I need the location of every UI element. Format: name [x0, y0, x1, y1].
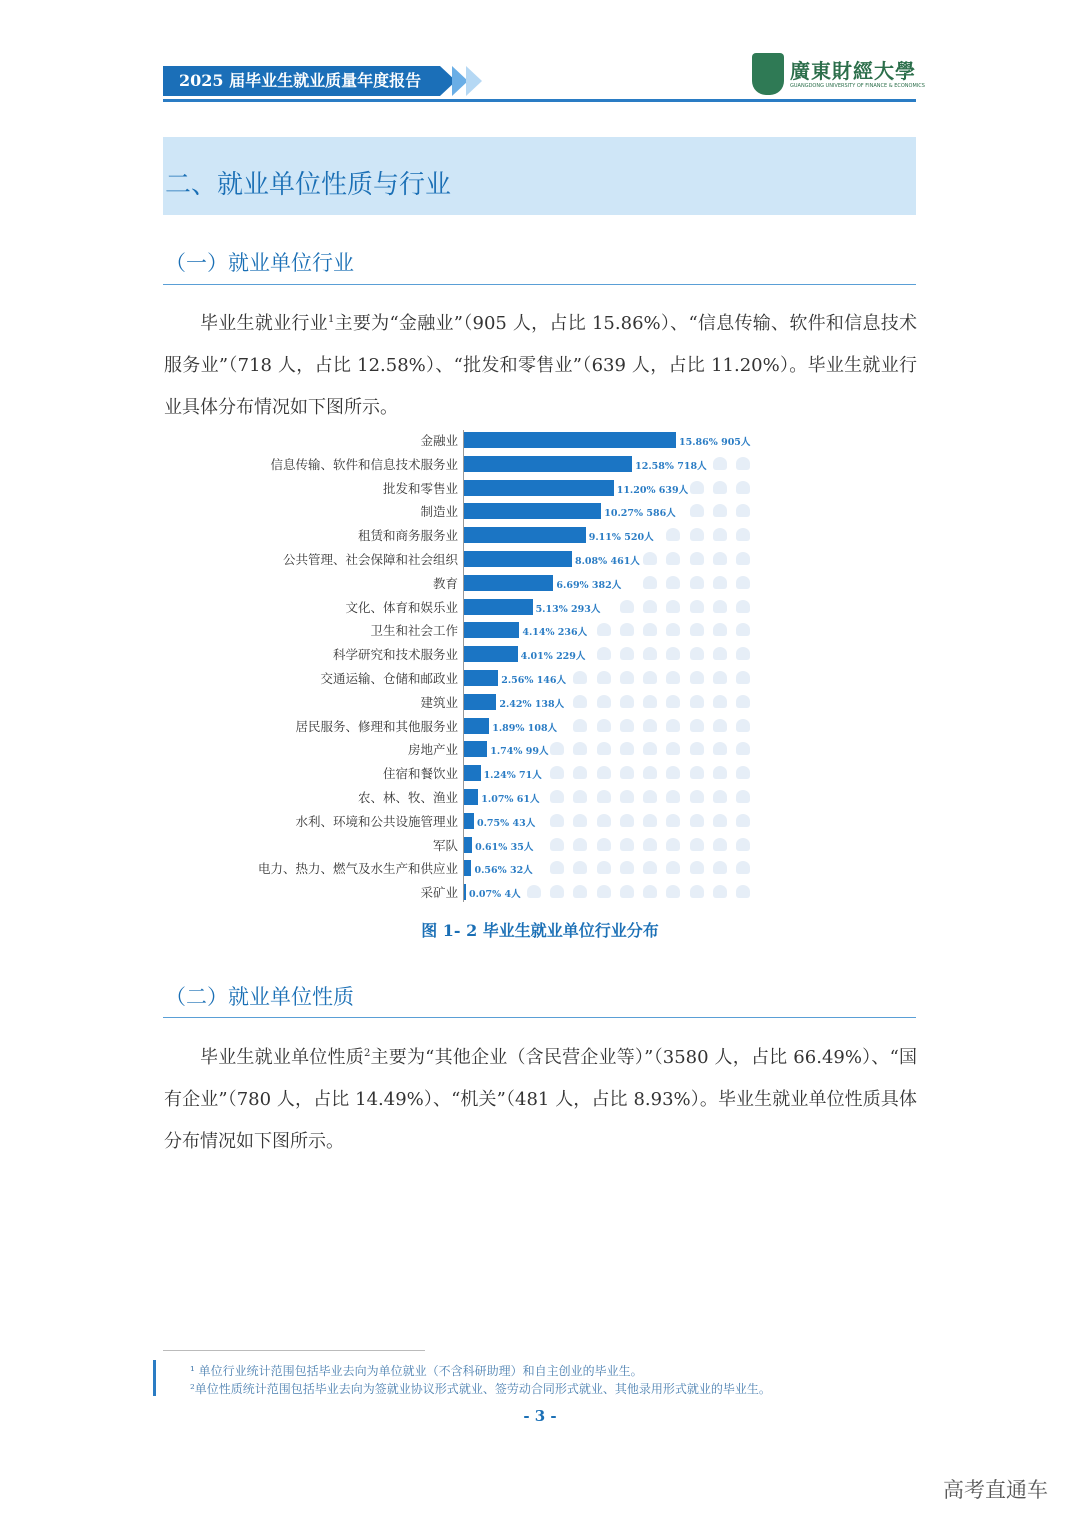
- graduate-cap-icon: [620, 766, 634, 779]
- graduate-cap-icon: [690, 814, 704, 827]
- graduate-cap-icon: [573, 814, 587, 827]
- graduate-cap-icon: [666, 719, 680, 732]
- data-label: 0.56% 32人: [474, 862, 532, 876]
- graduate-cap-icon: [643, 576, 657, 589]
- graduate-cap-icon: [666, 790, 680, 803]
- graduate-cap-icon: [620, 838, 634, 851]
- graduate-cap-icon: [690, 647, 704, 660]
- graduate-cap-icon: [597, 814, 611, 827]
- graduate-cap-icon: [666, 671, 680, 684]
- graduate-cap-icon: [736, 719, 750, 732]
- bar: [464, 884, 466, 900]
- footnote-1: ¹ 单位行业统计范围包括毕业去向为单位就业（不含科研助理）和自主创业的毕业生。: [190, 1364, 643, 1378]
- graduate-cap-icon: [643, 766, 657, 779]
- footnote-2: ²单位性质统计范围包括毕业去向为签就业协议形式就业、签劳动合同形式就业、其他录用形式就业的毕业生。: [190, 1382, 771, 1396]
- graduate-cap-icon: [713, 528, 727, 541]
- graduate-cap-icon: [666, 861, 680, 874]
- graduate-cap-icon: [666, 552, 680, 565]
- graduate-cap-icon: [550, 766, 564, 779]
- graduate-cap-icon: [713, 671, 727, 684]
- data-label: 8.08% 461人: [575, 553, 640, 567]
- graduate-cap-icon: [620, 885, 634, 898]
- subsection-title-nature: （二）就业单位性质: [165, 985, 354, 1009]
- category-label: 公共管理、社会保障和社会组织: [282, 552, 458, 567]
- graduate-cap-icon: [573, 861, 587, 874]
- bar: [464, 551, 572, 567]
- category-label: 制造业: [420, 504, 458, 520]
- graduate-cap-icon: [666, 814, 680, 827]
- para-text: 主要为“金融业”（905 人，占比 15.86%）、“信息传输、软件和信息技术服务业”（718 人，占比 12.58%）、“批发和零售业”（639 人，占比 11.20%）。毕业生就业行业具体分布情况如下图所示。: [164, 313, 917, 418]
- data-label: 4.14% 236人: [522, 624, 587, 638]
- graduate-cap-icon: [690, 576, 704, 589]
- section-title: 二、就业单位性质与行业: [165, 170, 452, 200]
- category-label: 采矿业: [420, 885, 458, 901]
- graduate-cap-icon: [690, 623, 704, 636]
- para-text: 毕业生就业单位性质: [200, 1047, 364, 1068]
- graduate-cap-icon: [666, 623, 680, 636]
- graduate-cap-icon: [597, 742, 611, 755]
- graduate-cap-icon: [713, 623, 727, 636]
- category-label: 房地产业: [407, 742, 458, 758]
- bar: [464, 860, 471, 876]
- graduate-cap-icon: [713, 766, 727, 779]
- graduate-cap-icon: [736, 552, 750, 565]
- graduate-cap-icon: [620, 695, 634, 708]
- bar: [464, 456, 632, 472]
- graduate-cap-icon: [573, 885, 587, 898]
- data-label: 0.75% 43人: [477, 815, 535, 829]
- graduate-cap-icon: [713, 742, 727, 755]
- graduate-cap-icon: [550, 838, 564, 851]
- bar: [464, 694, 496, 710]
- category-label: 金融业: [420, 433, 458, 448]
- graduate-cap-icon: [736, 695, 750, 708]
- graduate-cap-icon: [597, 885, 611, 898]
- subsection-title-industry: （一）就业单位行业: [165, 251, 354, 275]
- graduate-cap-icon: [736, 885, 750, 898]
- category-label: 建筑业: [420, 694, 458, 710]
- bar: [464, 765, 481, 781]
- graduate-cap-icon: [620, 600, 634, 613]
- graduate-cap-icon: [620, 671, 634, 684]
- graduate-cap-icon: [643, 885, 657, 898]
- bar: [464, 503, 601, 519]
- data-label: 0.07% 4人: [469, 886, 521, 900]
- graduate-cap-icon: [573, 671, 587, 684]
- bar: [464, 480, 614, 496]
- graduate-cap-icon: [666, 600, 680, 613]
- graduate-cap-icon: [690, 885, 704, 898]
- graduate-cap-icon: [597, 647, 611, 660]
- graduate-cap-icon: [690, 600, 704, 613]
- subsection-divider: [163, 284, 916, 285]
- graduate-cap-icon: [736, 790, 750, 803]
- graduate-cap-icon: [573, 695, 587, 708]
- graduate-cap-icon: [643, 671, 657, 684]
- page-number: - 3 -: [523, 1407, 557, 1425]
- para-text: 主要为“其他企业（含民营企业等）”（3580 人，占比 66.49%）、“国有企业”（780 人，占比 14.49%）、“机关”（481 人，占比 8.93%）。毕业生就业单位性质具体分布情况如下图所示。: [164, 1047, 918, 1152]
- graduate-cap-icon: [527, 885, 541, 898]
- bar: [464, 670, 498, 686]
- data-label: 1.24% 71人: [484, 767, 542, 781]
- graduate-cap-icon: [643, 838, 657, 851]
- graduate-cap-icon: [736, 647, 750, 660]
- report-title-banner: 2025 届毕业生就业质量年度报告: [163, 66, 440, 96]
- header-divider: [163, 99, 916, 102]
- graduate-cap-icon: [620, 647, 634, 660]
- chart-axis: [463, 430, 464, 902]
- graduate-cap-icon: [690, 695, 704, 708]
- graduate-cap-icon: [713, 504, 727, 517]
- data-label: 12.58% 718人: [635, 458, 706, 472]
- graduate-cap-icon: [573, 838, 587, 851]
- category-label: 文化、体育和娱乐业: [345, 599, 458, 615]
- category-label: 卫生和社会工作: [370, 623, 458, 639]
- category-label: 电力、热力、燃气及水生产和供应业: [257, 861, 458, 877]
- nature-paragraph: [164, 1033, 917, 1163]
- graduate-cap-icon: [666, 695, 680, 708]
- graduate-cap-icon: [736, 838, 750, 851]
- graduate-cap-icon: [573, 742, 587, 755]
- graduate-cap-icon: [643, 695, 657, 708]
- graduate-cap-icon: [690, 528, 704, 541]
- graduate-cap-icon: [736, 671, 750, 684]
- footnote-ref[interactable]: 2: [363, 1048, 371, 1059]
- graduate-cap-icon: [713, 814, 727, 827]
- graduate-cap-icon: [713, 457, 727, 470]
- footnote-bar: [153, 1360, 156, 1396]
- graduate-cap-icon: [620, 742, 634, 755]
- bar: [464, 741, 487, 757]
- category-label: 交通运输、仓储和邮政业: [320, 671, 458, 686]
- logo-text: 廣東財經大學: [790, 59, 916, 83]
- graduate-cap-icon: [643, 647, 657, 660]
- graduate-cap-icon: [713, 576, 727, 589]
- graduate-cap-icon: [643, 623, 657, 636]
- bar: [464, 599, 533, 615]
- graduate-cap-icon: [713, 790, 727, 803]
- graduate-cap-icon: [597, 861, 611, 874]
- graduate-cap-icon: [736, 861, 750, 874]
- chart-caption: 图 1- 2 毕业生就业单位行业分布: [421, 921, 659, 940]
- graduate-cap-icon: [736, 814, 750, 827]
- graduate-cap-icon: [550, 861, 564, 874]
- graduate-cap-icon: [550, 814, 564, 827]
- category-label: 租赁和商务服务业: [357, 528, 458, 544]
- graduate-cap-icon: [620, 719, 634, 732]
- graduate-cap-icon: [690, 481, 704, 494]
- graduate-cap-icon: [713, 838, 727, 851]
- category-label: 教育: [432, 575, 458, 591]
- graduate-cap-icon: [573, 790, 587, 803]
- graduate-cap-icon: [666, 576, 680, 589]
- bar: [464, 718, 489, 734]
- data-label: 1.89% 108人: [492, 720, 557, 734]
- chevron-icon: [466, 66, 482, 96]
- category-label: 科学研究和技术服务业: [332, 647, 458, 663]
- graduate-cap-icon: [736, 576, 750, 589]
- graduate-cap-icon: [620, 861, 634, 874]
- bar: [464, 813, 474, 829]
- category-label: 批发和零售业: [382, 480, 458, 496]
- graduate-cap-icon: [666, 647, 680, 660]
- data-label: 2.56% 146人: [501, 672, 566, 686]
- data-label: 10.27% 586人: [604, 505, 675, 519]
- graduate-cap-icon: [550, 885, 564, 898]
- graduate-cap-icon: [550, 790, 564, 803]
- bar: [464, 646, 518, 662]
- bar: [464, 432, 676, 448]
- graduate-cap-icon: [713, 861, 727, 874]
- graduate-cap-icon: [550, 742, 564, 755]
- graduate-cap-icon: [597, 790, 611, 803]
- para-text: 毕业生就业行业: [200, 313, 328, 334]
- data-label: 0.61% 35人: [475, 839, 533, 853]
- graduate-cap-icon: [666, 766, 680, 779]
- graduate-cap-icon: [736, 504, 750, 517]
- graduate-cap-icon: [713, 600, 727, 613]
- graduate-cap-icon: [690, 742, 704, 755]
- graduate-cap-icon: [690, 790, 704, 803]
- bar: [464, 575, 553, 591]
- data-label: 1.07% 61人: [481, 791, 539, 805]
- graduate-cap-icon: [666, 838, 680, 851]
- graduate-cap-icon: [573, 766, 587, 779]
- category-label: 住宿和餐饮业: [382, 766, 458, 782]
- graduate-cap-icon: [597, 623, 611, 636]
- graduate-cap-icon: [736, 766, 750, 779]
- graduate-cap-icon: [690, 504, 704, 517]
- category-label: 居民服务、修理和其他服务业: [295, 718, 458, 734]
- graduate-cap-icon: [597, 671, 611, 684]
- data-label: 2.42% 138人: [499, 696, 564, 710]
- logo-subtext: GUANGDONG UNIVERSITY OF FINANCE & ECONOMICS: [790, 83, 925, 89]
- graduate-cap-icon: [643, 790, 657, 803]
- graduate-cap-icon: [713, 695, 727, 708]
- graduate-cap-icon: [713, 719, 727, 732]
- graduate-cap-icon: [643, 861, 657, 874]
- graduate-cap-icon: [597, 719, 611, 732]
- data-label: 15.86% 905人: [679, 434, 750, 448]
- data-label: 6.69% 382人: [556, 577, 621, 591]
- data-label: 1.74% 99人: [490, 743, 548, 757]
- category-label: 水利、环境和公共设施管理业: [295, 813, 458, 829]
- graduate-cap-icon: [573, 719, 587, 732]
- graduate-cap-icon: [620, 790, 634, 803]
- industry-paragraph: [164, 299, 917, 429]
- category-label: 农、林、牧、渔业: [357, 790, 458, 805]
- graduate-cap-icon: [736, 481, 750, 494]
- graduate-cap-icon: [690, 552, 704, 565]
- graduate-cap-icon: [736, 528, 750, 541]
- graduate-cap-icon: [643, 719, 657, 732]
- watermark: 高考直通车: [943, 1478, 1048, 1502]
- graduate-cap-icon: [597, 766, 611, 779]
- graduate-cap-icon: [620, 814, 634, 827]
- graduate-cap-icon: [643, 742, 657, 755]
- subsection-divider: [163, 1017, 916, 1018]
- graduate-cap-icon: [643, 552, 657, 565]
- graduate-cap-icon: [690, 861, 704, 874]
- category-label: 军队: [432, 837, 458, 853]
- graduate-cap-icon: [597, 838, 611, 851]
- graduate-cap-icon: [713, 552, 727, 565]
- graduate-cap-icon: [736, 623, 750, 636]
- graduate-cap-icon: [736, 600, 750, 613]
- graduate-cap-icon: [736, 742, 750, 755]
- graduate-cap-icon: [597, 695, 611, 708]
- data-label: 9.11% 520人: [589, 529, 654, 543]
- graduate-cap-icon: [690, 838, 704, 851]
- bar: [464, 622, 519, 638]
- graduate-cap-icon: [666, 885, 680, 898]
- bar: [464, 837, 472, 853]
- footnote-divider: [163, 1350, 425, 1351]
- bar: [464, 789, 478, 805]
- data-label: 11.20% 639人: [617, 482, 688, 496]
- graduate-cap-icon: [713, 647, 727, 660]
- graduate-cap-icon: [690, 671, 704, 684]
- graduate-cap-icon: [690, 766, 704, 779]
- graduate-cap-icon: [666, 528, 680, 541]
- graduate-cap-icon: [713, 885, 727, 898]
- bar: [464, 527, 586, 543]
- category-label: 信息传输、软件和信息技术服务业: [270, 456, 458, 472]
- graduate-cap-icon: [736, 457, 750, 470]
- graduate-cap-icon: [713, 481, 727, 494]
- data-label: 5.13% 293人: [536, 601, 601, 615]
- graduate-cap-icon: [666, 742, 680, 755]
- graduate-cap-icon: [620, 623, 634, 636]
- graduate-cap-icon: [690, 719, 704, 732]
- data-label: 4.01% 229人: [521, 648, 586, 662]
- graduate-cap-icon: [643, 814, 657, 827]
- university-logo: [752, 53, 925, 95]
- seal-icon: [752, 53, 784, 95]
- footnote-ref[interactable]: 1: [327, 314, 335, 325]
- graduate-cap-icon: [643, 600, 657, 613]
